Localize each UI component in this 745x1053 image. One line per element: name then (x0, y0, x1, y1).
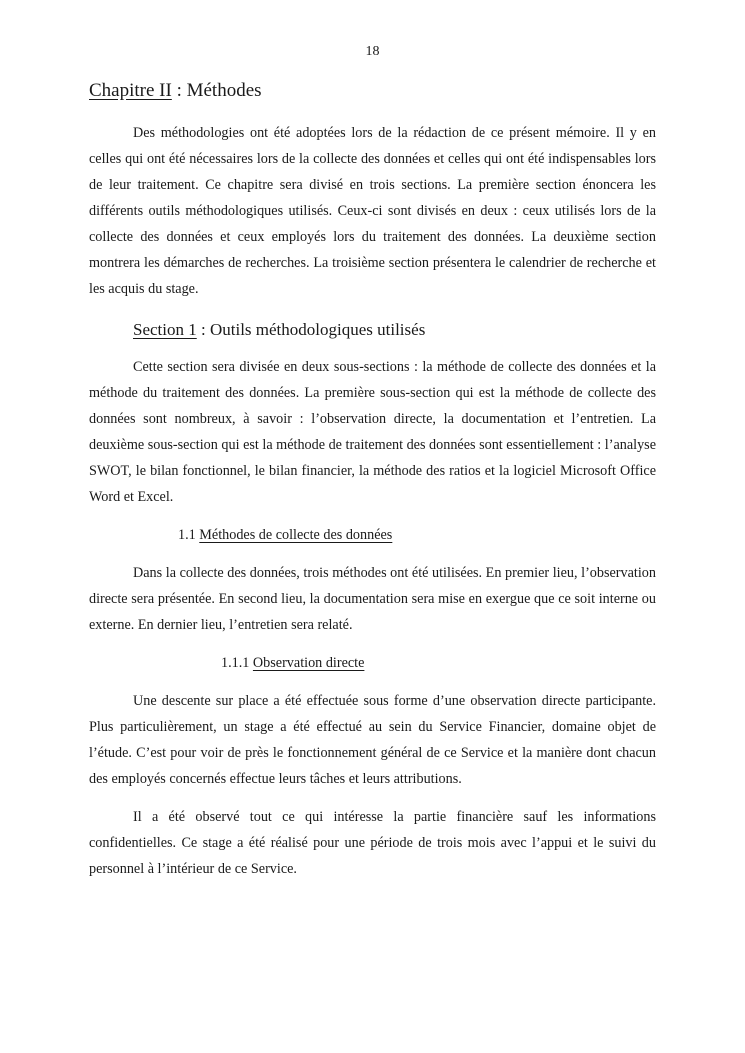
observation-paragraph-1: Une descente sur place a été effectuée sous forme d’une observation directe participante. Plus particulièrement, un stage a été effectué au sein du Service Financier, domaine objet de l’étude. C’est pour voir de près le fonctionnement général de ce Service et la manière dont chacun des employés concernés effectue leurs tâches et leurs attributions. (89, 693, 656, 787)
section-1-paragraph: Cette section sera divisée en deux sous-sections : la méthode de collecte des données et la méthode du traitement des données. La première sous-section qui est la méthode de collecte des données sont nombreux, à savoir : l’observation directe, la documentation et l’entretien. La deuxième sous-section qui est la méthode de traitement des données sont essentiellement : l’analyse SWOT, le bilan fonctionnel, le bilan financier, la méthode des ratios et la logiciel Microsoft Office Word et Excel. (89, 359, 656, 505)
intro-paragraph: Des méthodologies ont été adoptées lors de la rédaction de ce présent mémoire. Il y en celles qui ont été nécessaires lors de la collecte des données et celles qui ont été indispensables lors de leur traitement. Ce chapitre sera divisé en trois sections. La première section énoncera les différents outils méthodologiques utilisés. Ceux-ci sont divisés en deux : ceux utilisés lors de la collecte des données et ceux employés lors du traitement des données. La deuxième section montrera les démarches de recherches. La troisième section présentera le calendrier de recherche et les acquis du stage. (89, 125, 656, 297)
subsection-1-1-number: 1.1 (178, 527, 200, 543)
subsection-1-1-heading (178, 522, 656, 548)
section-1-name: : Outils méthodologiques utilisés (196, 320, 426, 339)
chapter-label: Chapitre II (89, 80, 172, 101)
subsection-1-1-1-title: Observation directe (252, 655, 365, 671)
observation-paragraph-2: Il a été observé tout ce qui intéresse la partie financière sauf les informations confidentielles. Ce stage a été réalisé pour une période de trois mois avec l’appui et le suivi du personnel à l’intérieur de ce Service. (89, 809, 656, 877)
subsection-1-1-1-number: 1.1.1 (221, 655, 253, 671)
document-body (89, 76, 656, 882)
page-number: 18 (365, 44, 380, 59)
chapter-name: : Méthodes (171, 80, 262, 101)
section-1-label: Section 1 (133, 320, 197, 339)
subsection-1-1-title: Méthodes de collecte des données (199, 527, 393, 543)
subsection-1-1-1-heading (221, 650, 656, 676)
subsection-1-1-paragraph: Dans la collecte des données, trois méthodes ont été utilisées. En premier lieu, l’observation directe sera présentée. En second lieu, la documentation sera mise en exergue que ce soit interne ou externe. En dernier lieu, l’entretien sera relaté. (89, 565, 656, 633)
chapter-title (89, 76, 656, 106)
section-1-title (133, 316, 656, 344)
